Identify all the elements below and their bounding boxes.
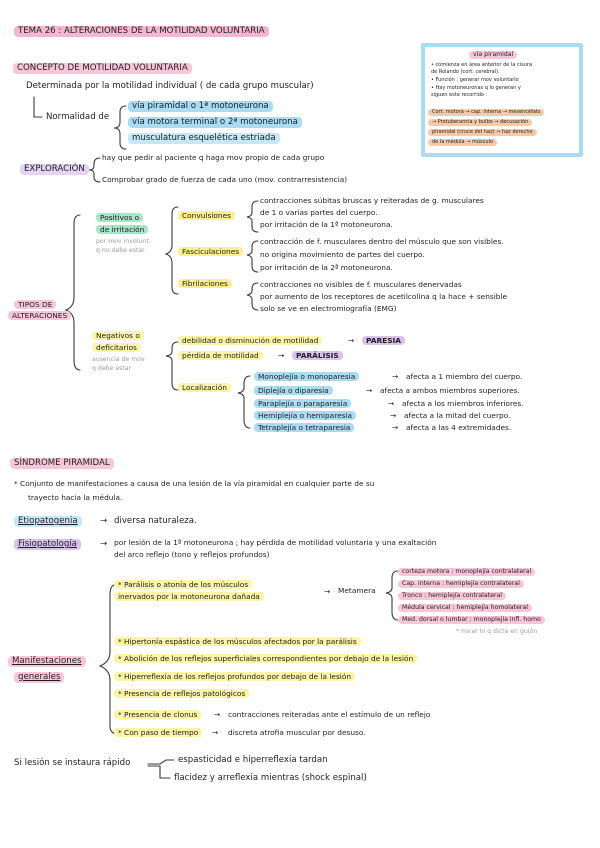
loc-desc-3: afecta a los miembros inferiores. (402, 399, 524, 408)
normalidad-item-1: vía piramidal o 1ª motoneurona (128, 101, 273, 112)
etio-arrow: → (100, 516, 108, 526)
tipos-label-1: TIPOS DE (14, 300, 56, 309)
manif-bullet-3: * Hiperreflexia de los reflejos profundos por debajo de la lesión (114, 672, 355, 681)
loc-arrow-5: → (392, 423, 399, 432)
loc-desc-4: afecta a la mitad del cuerpo. (404, 411, 511, 420)
fibrilaciones-label: Fibrilaciones (178, 279, 232, 288)
convulsiones-desc-2: de 1 o varias partes del cuerpo. (260, 208, 378, 217)
positivos-line-2: de irritación (96, 225, 148, 234)
tiempo-arrow: → (212, 728, 219, 737)
loc-term-2: Diplejía o diparesia (254, 386, 333, 395)
debilidad-text: debilidad o disminución de motilidad (178, 336, 322, 345)
paralisis-label: PARÁLISIS (292, 351, 343, 360)
tema-title: TEMA 26 : ALTERACIONES DE LA MOTILIDAD VOLUNTARIA (14, 26, 269, 37)
via-item-5: siguen este recorrido : (431, 92, 488, 98)
paralisis-line-1: * Parálisis o atonía de los músculos (114, 580, 252, 589)
perdida-text: pérdida de motilidad (178, 351, 263, 360)
metamera-arrow: → (324, 587, 331, 596)
metamera-item-2: Cap. interna : hemiplejía contralateral (398, 580, 524, 588)
normalidad-item-3: musculatura esquelética estriada (128, 133, 280, 144)
convulsiones-desc-1: contracciones súbitas bruscas y reiteradas de g. musculares (260, 196, 484, 205)
fibrilaciones-desc-1: contracciones no visibles de f. musculares denervadas (260, 280, 462, 289)
fisio-arrow: → (100, 539, 108, 549)
negativos-note-1: ausencia de mov (92, 356, 145, 363)
via-route-2: → Protuberancia y bulbo → decusación (428, 119, 532, 126)
fasciculaciones-desc-1: contracción de f. musculares dentro del músculo que son visibles. (260, 237, 504, 246)
convulsiones-label: Convulsiones (178, 211, 235, 220)
loc-desc-2: afecta a ambos miembros superiores. (380, 386, 520, 395)
metamera-note: * mirar lo q dicta en guión (456, 628, 538, 635)
via-title: vía piramidal (469, 51, 517, 59)
manif-bullet-1: * Hipertonía espástica de los músculos afectados por la parálisis (114, 637, 361, 646)
negativos-line-2: deficitarios (92, 343, 141, 352)
negativos-note-2: q debe estar (92, 365, 132, 372)
metamera-item-3: Tronco : hemiplejía contralateral (398, 592, 506, 600)
arrow-paresia: → (348, 336, 355, 345)
manif-bullet-4: * Presencia de reflejos patológicos (114, 689, 249, 698)
manif-label-1: Manifestaciones (8, 656, 86, 667)
normalidad-label: Normalidad de (46, 112, 110, 122)
via-item-4: • Hay motoneuronas q lo generan y (431, 85, 521, 91)
normalidad-item-2: vía motora terminal o 2ª motoneurona (128, 117, 302, 128)
sindrome-heading: SÍNDROME PIRAMIDAL (10, 458, 114, 469)
arrow-paralisis: → (278, 351, 285, 360)
loc-desc-1: afecta a 1 miembro del cuerpo. (406, 372, 523, 381)
metamera-label: Metamera (338, 586, 376, 595)
via-route-4: de la médula → músculo (428, 139, 497, 146)
definition-text: Determinada por la motilidad individual ( de cada grupo muscular) (26, 81, 314, 91)
manif-label-2: generales (14, 672, 64, 683)
positivos-line-1: Positivos o (96, 213, 143, 222)
fasciculaciones-desc-2: no origina movimiento de partes del cuerpo. (260, 250, 425, 259)
clonus-arrow: → (214, 710, 221, 719)
loc-arrow-1: → (392, 372, 399, 381)
exploracion-item-2: Comprobar grado de fuerza de cada uno (mov. contrarresistencia) (102, 175, 348, 184)
paralisis-line-2: inervados por la motoneurona dañada (114, 592, 264, 601)
concepto-heading: CONCEPTO DE MOTILIDAD VOLUNTARIA (13, 63, 192, 74)
fibrilaciones-desc-3: solo se ve en electromiografía (EMG) (260, 304, 397, 313)
metamera-item-4: Médula cervical : hemiplejía homolateral (398, 604, 532, 612)
loc-arrow-2: → (366, 386, 373, 395)
loc-arrow-3: → (388, 399, 395, 408)
metamera-item-1: corteza motora : monoplejía contralateral (398, 568, 535, 576)
loc-term-5: Tetraplejía o tetraparesia (254, 423, 354, 432)
exploracion-label: EXPLORACIÓN (20, 164, 89, 175)
fasciculaciones-label: Fasciculaciones (178, 247, 243, 256)
loc-term-1: Monoplejía o monoparesia (254, 372, 359, 381)
localizacion-label: Localización (178, 383, 231, 392)
clonus-label: * Presencia de clonus (114, 710, 201, 719)
metamera-item-5: Med. dorsal o lumbar : monoplejía infl. homo (398, 616, 545, 624)
fasciculaciones-desc-3: por irritación de la 2ª motoneurona. (260, 263, 393, 272)
via-piramidal-box (421, 43, 583, 157)
loc-desc-5: afecta a las 4 extremidades. (406, 423, 512, 432)
paresia-label: PARESIA (362, 336, 405, 345)
via-route-3: piramidal (cruce del haz) → haz derecho (428, 129, 537, 136)
final-item-2: flacidez y arreflexia mientras (shock espinal) (174, 773, 367, 783)
fibrilaciones-desc-2: por aumento de los receptores de acetilcolina q la hace + sensible (260, 292, 508, 301)
loc-term-4: Hemiplejía o hemiparesia (254, 411, 356, 420)
tiempo-label: * Con paso de tiempo (114, 728, 202, 737)
manif-bullet-2: * Abolición de los reflejos superficiales correspondientes por debajo de la lesión (114, 654, 417, 663)
tipos-label-2: ALTERACIONES (8, 311, 71, 320)
loc-arrow-4: → (390, 411, 397, 420)
negativos-line-1: Negativos o (92, 331, 144, 340)
loc-term-3: Paraplejía o paraparesia (254, 399, 351, 408)
via-route-1: Cort. motora → cap. interna → mesencéfalo (428, 109, 544, 116)
final-item-1: espasticidad e hiperreflexia tardan (178, 755, 328, 765)
convulsiones-desc-3: por irritación de la 1ª motoneurona. (260, 220, 393, 229)
sindrome-def-1: * Conjunto de manifestaciones a causa de una lesión de la vía piramidal en cualquier parte de su (14, 479, 375, 488)
etio-label: Etiopatogenia (14, 516, 82, 527)
exploracion-item-1: hay que pedir al paciente q haga mov propio de cada grupo (102, 153, 325, 162)
via-item-1: • comienza en área anterior de la cisura (431, 62, 533, 68)
via-item-3: • Función : generar mov voluntario (431, 77, 519, 83)
positivos-note-1: por mov involunt. (96, 238, 151, 245)
final-lead: Si lesión se instaura rápido (14, 758, 131, 768)
clonus-desc: contracciones reiteradas ante el estímulo de un reflejo (228, 710, 431, 719)
fisio-label: Fisiopatología (14, 539, 81, 550)
via-item-2: de Rolando (cort. cerebral). (431, 69, 500, 75)
positivos-note-2: q no debe estar (96, 247, 145, 254)
tiempo-desc: discreta atrofia muscular por desuso. (228, 728, 366, 737)
fisio-line-2: del arco reflejo (tono y reflejos profundos) (114, 550, 270, 559)
fisio-line-1: por lesión de la 1ª motoneurona ; hay pérdida de motilidad voluntaria y una exaltación (114, 538, 437, 547)
etio-desc: diversa naturaleza. (114, 516, 197, 526)
sindrome-def-2: trayecto hacia la médula. (28, 493, 123, 502)
